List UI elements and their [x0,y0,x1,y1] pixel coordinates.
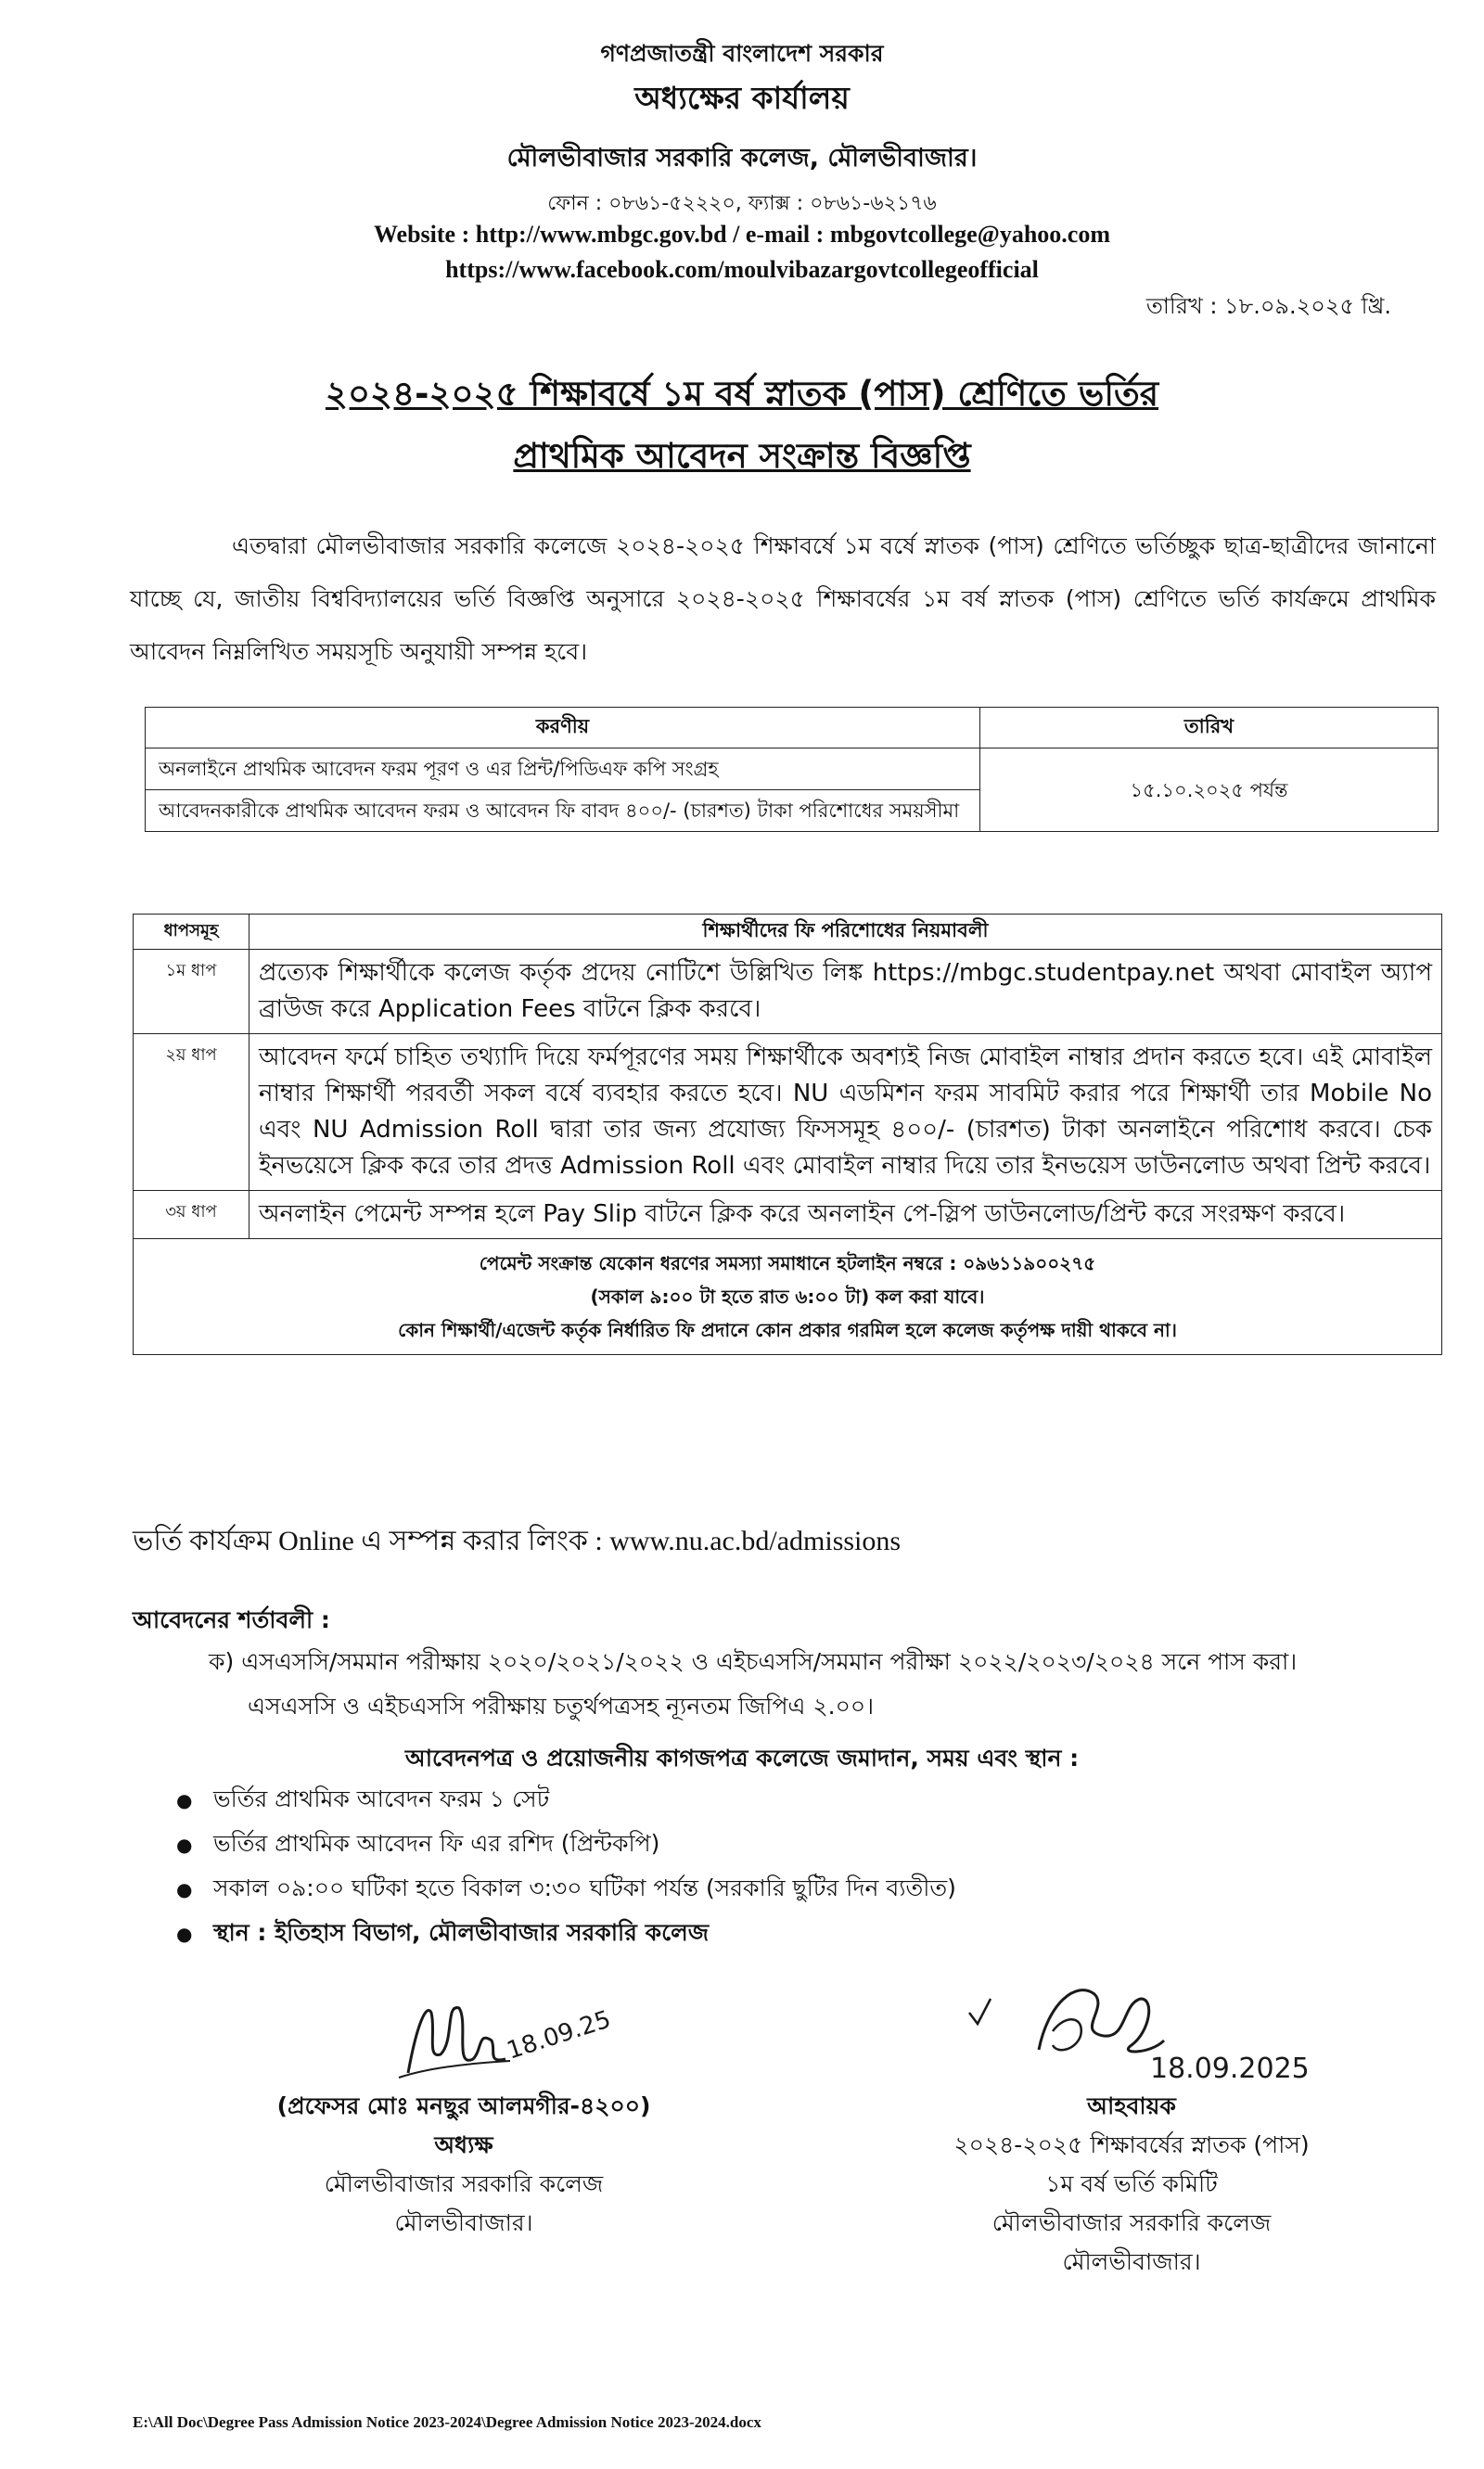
list-item [176,1866,956,1911]
fee-warning: কোন শিক্ষার্থী/এজেন্ট কর্তৃক নির্ধারিত ফি প্রদানে কোন প্রকার গরমিল হলে কলেজ কর্তৃপক্ষ দায়ী থাকবে না। [398,1319,1177,1341]
list-item [176,1911,956,1955]
schedule-table [145,707,1439,832]
fee-header-step: ধাপসমূহ [134,915,249,950]
schedule-deadline: ১৫.১০.২০২৫ পর্যন্ত [980,748,1439,832]
convenor-signature-date: 18.09.2025 [1150,2053,1310,2085]
principal-signature-date: 18.09.25 [503,2005,615,2066]
contact-web: Website : http://www.mbgc.gov.bd / e-mail : mbgovtcollege@yahoo.com [373,221,1110,248]
fee-footer-row [134,1239,1442,1355]
fee-header-row [134,915,1442,950]
schedule-row [146,748,1439,790]
fee-step-label: ২য় ধাপ [134,1034,249,1191]
condition-a: ক) এসএসসি/সমমান পরীক্ষায় ২০২০/২০২১/২০২২ ও এইচএসসি/সমমান পরীক্ষা ২০২২/২০২৩/২০২৪ সনে পাস করা। [209,1648,1298,1675]
notice-title-line1: ২০২৪-২০২৫ শিক্ষাবর্ষে ১ম বর্ষ স্নাতক (পাস) শ্রেণিতে ভর্তির [325,374,1159,414]
principal-signature-block [250,2087,677,2243]
convenor-signature-block [890,2087,1373,2282]
list-item-text: সকাল ০৯:০০ ঘটিকা হতে বিকাল ৩:৩০ ঘটিকা পর্যন্ত (সরকারি ছুটির দিন ব্যতীত) [213,1874,956,1901]
fee-step-text: প্রত্যেক শিক্ষার্থীকে কলেজ কর্তৃক প্রদেয় নোটিশে উল্লিখিত লিঙ্ক https://mbgc.studentpay.net অথবা মোবাইল অ্যাপ ব্রাউজ করে Application Fees বাটনে ক্লিক করবে। [249,950,1442,1034]
convenor-signature [965,1966,1354,2087]
principal-place: মৌলভীবাজার। [394,2209,533,2236]
fee-step-row [134,950,1442,1034]
list-item [176,1777,956,1822]
schedule-header-date: তারিখ [980,708,1439,748]
submission-list [176,1777,956,1955]
fee-rules-table [133,914,1442,1355]
schedule-task-2: আবেদনকারীকে প্রাথমিক আবেদন ফরম ও আবেদন ফি বাবদ ৪০০/- (চারশত) টাকা পরিশোধের সময়সীমা [146,790,980,832]
fee-step-text: আবেদন ফর্মে চাহিত তথ্যাদি দিয়ে ফর্মপূরণের সময় শিক্ষার্থীকে অবশ্যই নিজ মোবাইল নাম্বার প্রদান করতে হবে। এই মোবাইল নাম্বার শিক্ষার্থী পরবর্তী সকল বর্ষে ব্যবহার করতে হবে। NU এডমিশন ফরম সাবমিট করার পরে শিক্ষার্থী তার Mobile No এবং NU Admission Roll দ্বারা তার জন্য প্রযোজ্য ফিসসমূহ ৪০০/- (চারশত) টাকা অনলাইনে পরিশোধ করবে। চেক ইনভয়েসে ক্লিক করে তার প্রদত্ত Admission Roll এবং মোবাইল নাম্বার দিয়ে তার ইনভয়েস ডাউনলোড অথবা প্রিন্ট করবে। [249,1034,1442,1191]
office-name: অধ্যক্ষের কার্যালয় [634,80,850,116]
fee-footer [134,1239,1442,1355]
bullet-icon: ● [176,1834,193,1856]
list-item-text: ভর্তির প্রাথমিক আবেদন ফি এর রশিদ (প্রিন্টকপি) [213,1830,660,1857]
notice-date: তারিখ : ১৮.০৯.২০২৫ খ্রি. [1145,293,1391,319]
contact-phone: ফোন : ০৮৬১-৫২২২০, ফ্যাক্স : ০৮৬১-৬২১৭৬ [547,192,937,215]
intro-paragraph: এতদ্বারা মৌলভীবাজার সরকারি কলেজে ২০২৪-২০২৫ শিক্ষাবর্ষে ১ম বর্ষে স্নাতক (পাস) শ্রেণিতে ভর্তিচ্ছুক ছাত্র-ছাত্রীদের জানানো যাচ্ছে যে, জাতীয় বিশ্ববিদ্যালয়ের ভর্তি বিজ্ঞপ্তি অনুসারে ২০২৪-২০২৫ শিক্ষাবর্ষের ১ম বর্ষ স্নাতক (পাস) শ্রেণিতে ভর্তি কার্যক্রমে প্রাথমিক আবেদন নিম্নলিখিত সময়সূচি অনুযায়ী সম্পন্ন হবে। [130,532,1436,665]
conditions-heading: আবেদনের শর্তাবলী : [133,1606,330,1633]
submission-heading: আবেদনপত্র ও প্রয়োজনীয় কাগজপত্র কলেজে জমাদান, সময় এবং স্থান : [404,1745,1080,1772]
bullet-icon: ● [176,1878,193,1900]
contact-facebook: https://www.facebook.com/moulvibazargovtcollegeofficial [445,256,1039,283]
hotline-text: পেমেন্ট সংক্রান্ত যেকোন ধরণের সমস্যা সমাধানে হটলাইন নম্বরে : ০৯৬১১৯০০২৭৫ [479,1252,1096,1274]
fee-step-row [134,1034,1442,1191]
notice-title-line2: প্রাথমিক আবেদন সংক্রান্ত বিজ্ঞপ্তি [513,436,971,476]
fee-step-label: ১ম ধাপ [134,950,249,1034]
convenor-org: মৌলভীবাজার সরকারি কলেজ [991,2209,1272,2236]
convenor-place: মৌলভীবাজার। [1062,2248,1201,2275]
convenor-title: আহবায়ক [1087,2092,1176,2119]
schedule-task-1: অনলাইনে প্রাথমিক আবেদন ফরম পূরণ ও এর প্রিন্ট/পিডিএফ কপি সংগ্রহ [146,748,980,790]
list-item-text: ভর্তির প্রাথমিক আবেদন ফরম ১ সেট [213,1785,550,1812]
fee-step-label: ৩য় ধাপ [134,1191,249,1239]
principal-name: (প্রফেসর মোঃ মনছুর আলমগীর-৪২০০) [276,2092,651,2119]
schedule-header-task: করণীয় [146,708,980,748]
convenor-line1: ২০২৪-২০২৫ শিক্ষাবর্ষের স্নাতক (পাস) [953,2131,1310,2158]
document-file-path: E:\All Doc\Degree Pass Admission Notice 2023-2024\Degree Admission Notice 2023-2024.docx [133,2413,761,2431]
fee-step-row [134,1191,1442,1239]
condition-b: এসএসসি ও এইচএসসি পরীক্ষায় চতুর্থপত্রসহ ন্যূনতম জিপিএ ২.০০। [248,1693,875,1720]
college-name: মৌলভীবাজার সরকারি কলেজ, মৌলভীবাজার। [506,144,978,173]
schedule-header-row [146,708,1439,748]
convenor-line2: ১ম বর্ষ ভর্তি কমিটি [1045,2170,1218,2197]
bullet-icon: ● [176,1789,193,1811]
fee-header-rules: শিক্ষার্থীদের ফি পরিশোধের নিয়মাবলী [249,915,1442,950]
principal-signature [390,1985,686,2087]
principal-org: মৌলভীবাজার সরকারি কলেজ [324,2170,604,2197]
principal-title: অধ্যক্ষ [434,2131,493,2158]
hotline-hours: (সকাল ৯:০০ টা হতে রাত ৬:০০ টা) কল করা যাবে। [590,1286,985,1308]
list-item [176,1822,956,1866]
online-admission-link[interactable]: ভর্তি কার্যক্রম Online এ সম্পন্ন করার লিংক : www.nu.ac.bd/admissions [133,1526,902,1556]
list-item-text: স্থান : ইতিহাস বিভাগ, মৌলভীবাজার সরকারি কলেজ [213,1919,710,1946]
bullet-icon: ● [176,1923,193,1945]
fee-step-text: অনলাইন পেমেন্ট সম্পন্ন হলে Pay Slip বাটনে ক্লিক করে অনলাইন পে-স্লিপ ডাউনলোড/প্রিন্ট করে সংরক্ষণ করবে। [249,1191,1442,1239]
government-name: গণপ্রজাতন্ত্রী বাংলাদেশ সরকার [600,40,884,67]
